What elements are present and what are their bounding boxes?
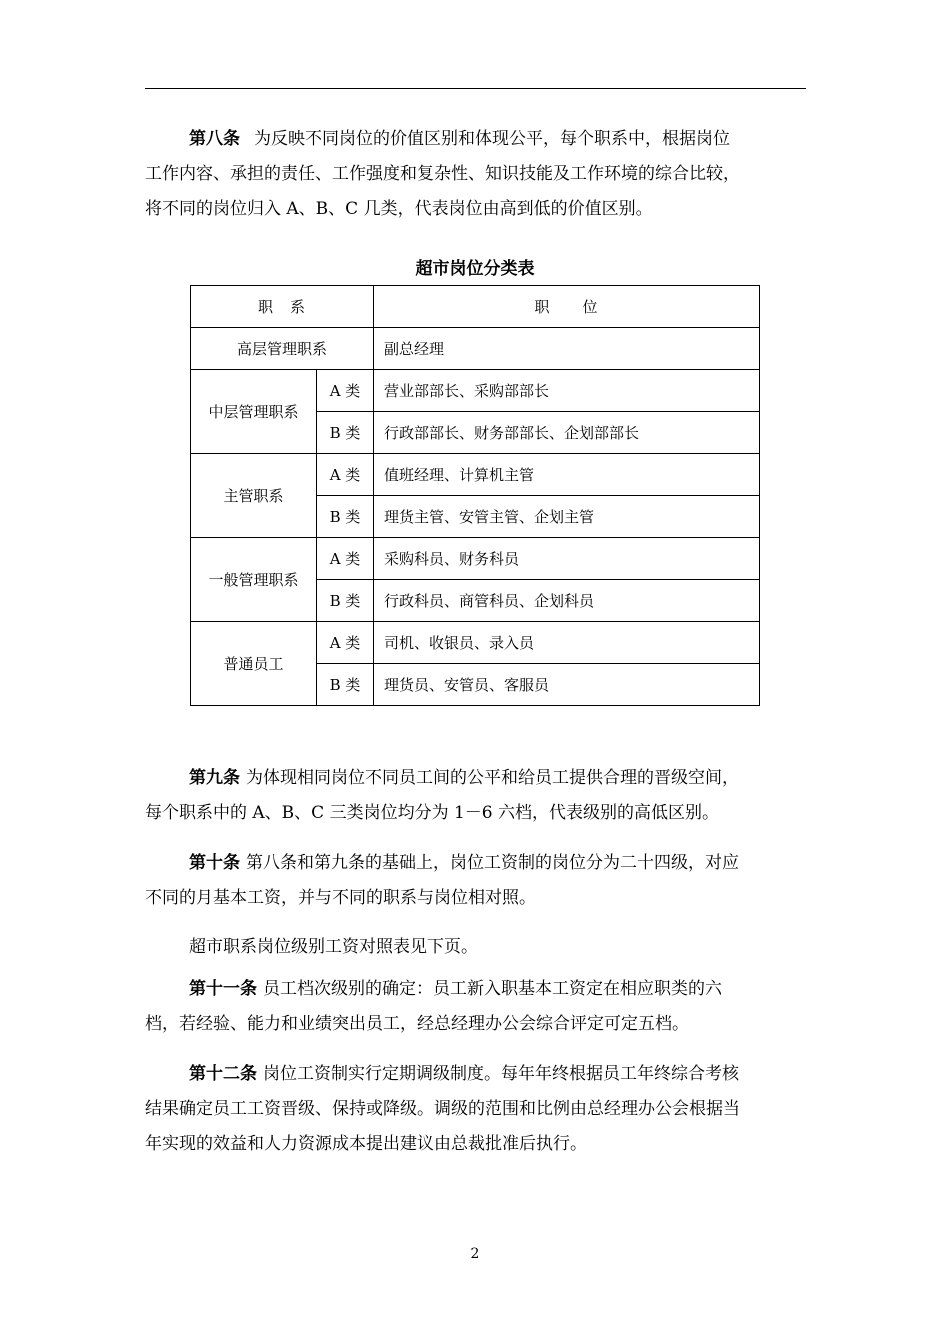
article-8-line-3: 将不同的岗位归入 A、B、C 几类，代表岗位由高到低的价值区别。	[145, 199, 653, 219]
article-9	[145, 761, 806, 831]
position-classification-table	[190, 285, 760, 706]
article-12-line-3: 年实现的效益和人力资源成本提出建议由总裁批准后执行。	[145, 1134, 587, 1154]
series-cell: 一般管理职系	[191, 538, 317, 622]
position-cell: 营业部部长、采购部部长	[374, 370, 760, 412]
table-row	[191, 622, 760, 664]
article-10-label: 第十条	[189, 853, 240, 873]
article-8	[145, 122, 806, 227]
class-cell: B 类	[317, 580, 374, 622]
table-caption: 超市岗位分类表	[415, 259, 535, 279]
position-cell: 采购科员、财务科员	[374, 538, 760, 580]
article-8-line-2: 工作内容、承担的责任、工作强度和复杂性、知识技能及工作环境的综合比较，	[145, 164, 740, 184]
note-text: 超市职系岗位级别工资对照表见下页。	[189, 937, 478, 957]
page-number: 2	[470, 1246, 480, 1262]
article-11-line-1: 第十一条 员工档次级别的确定：员工新入职基本工资定在相应职类的六	[189, 979, 722, 999]
position-cell: 值班经理、计算机主管	[374, 454, 760, 496]
series-cell: 普通员工	[191, 622, 317, 706]
class-cell: A 类	[317, 370, 374, 412]
article-10-line-1: 第十条 第八条和第九条的基础上，岗位工资制的岗位分为二十四级，对应	[189, 853, 739, 873]
article-11	[145, 972, 806, 1042]
header-position: 职 位	[374, 286, 760, 328]
article-12	[145, 1057, 806, 1162]
article-12-line-2: 结果确定员工工资晋级、保持或降级。调级的范围和比例由总经理办公会根据当	[145, 1099, 740, 1119]
position-cell: 行政科员、商管科员、企划科员	[374, 580, 760, 622]
series-cell: 中层管理职系	[191, 370, 317, 454]
article-12-line-1: 第十二条 岗位工资制实行定期调级制度。每年年终根据员工年终综合考核	[189, 1064, 739, 1084]
article-9-line-2: 每个职系中的 A、B、C 三类岗位均分为 1－6 六档，代表级别的高低区别。	[145, 803, 720, 823]
position-cell: 副总经理	[374, 328, 760, 370]
article-9-line-1: 第九条 为体现相同岗位不同员工间的公平和给员工提供合理的晋级空间，	[189, 768, 739, 788]
table-row	[191, 328, 760, 370]
series-cell: 主管职系	[191, 454, 317, 538]
position-cell: 司机、收银员、录入员	[374, 622, 760, 664]
article-8-line-1: 第八条 为反映不同岗位的价值区别和体现公平，每个职系中，根据岗位	[189, 129, 730, 149]
header-rule	[145, 88, 806, 89]
table-row	[191, 370, 760, 412]
table-header-row	[191, 286, 760, 328]
class-cell: A 类	[317, 622, 374, 664]
class-cell: B 类	[317, 412, 374, 454]
table-row	[191, 454, 760, 496]
position-cell: 理货主管、安管主管、企划主管	[374, 496, 760, 538]
note	[145, 930, 806, 965]
article-10-line-2: 不同的月基本工资，并与不同的职系与岗位相对照。	[145, 888, 536, 908]
article-8-label: 第八条	[189, 129, 240, 149]
article-11-label: 第十一条	[189, 979, 257, 999]
class-cell: A 类	[317, 454, 374, 496]
class-cell: A 类	[317, 538, 374, 580]
class-cell: B 类	[317, 664, 374, 706]
article-11-line-2: 档，若经验、能力和业绩突出员工，经总经理办公会综合评定可定五档。	[145, 1014, 689, 1034]
class-cell: B 类	[317, 496, 374, 538]
header-series: 职 系	[191, 286, 374, 328]
table-row	[191, 538, 760, 580]
article-12-label: 第十二条	[189, 1064, 257, 1084]
position-cell: 理货员、安管员、客服员	[374, 664, 760, 706]
article-9-label: 第九条	[189, 768, 240, 788]
position-cell: 行政部部长、财务部部长、企划部部长	[374, 412, 760, 454]
article-10	[145, 846, 806, 916]
series-cell: 高层管理职系	[191, 328, 374, 370]
